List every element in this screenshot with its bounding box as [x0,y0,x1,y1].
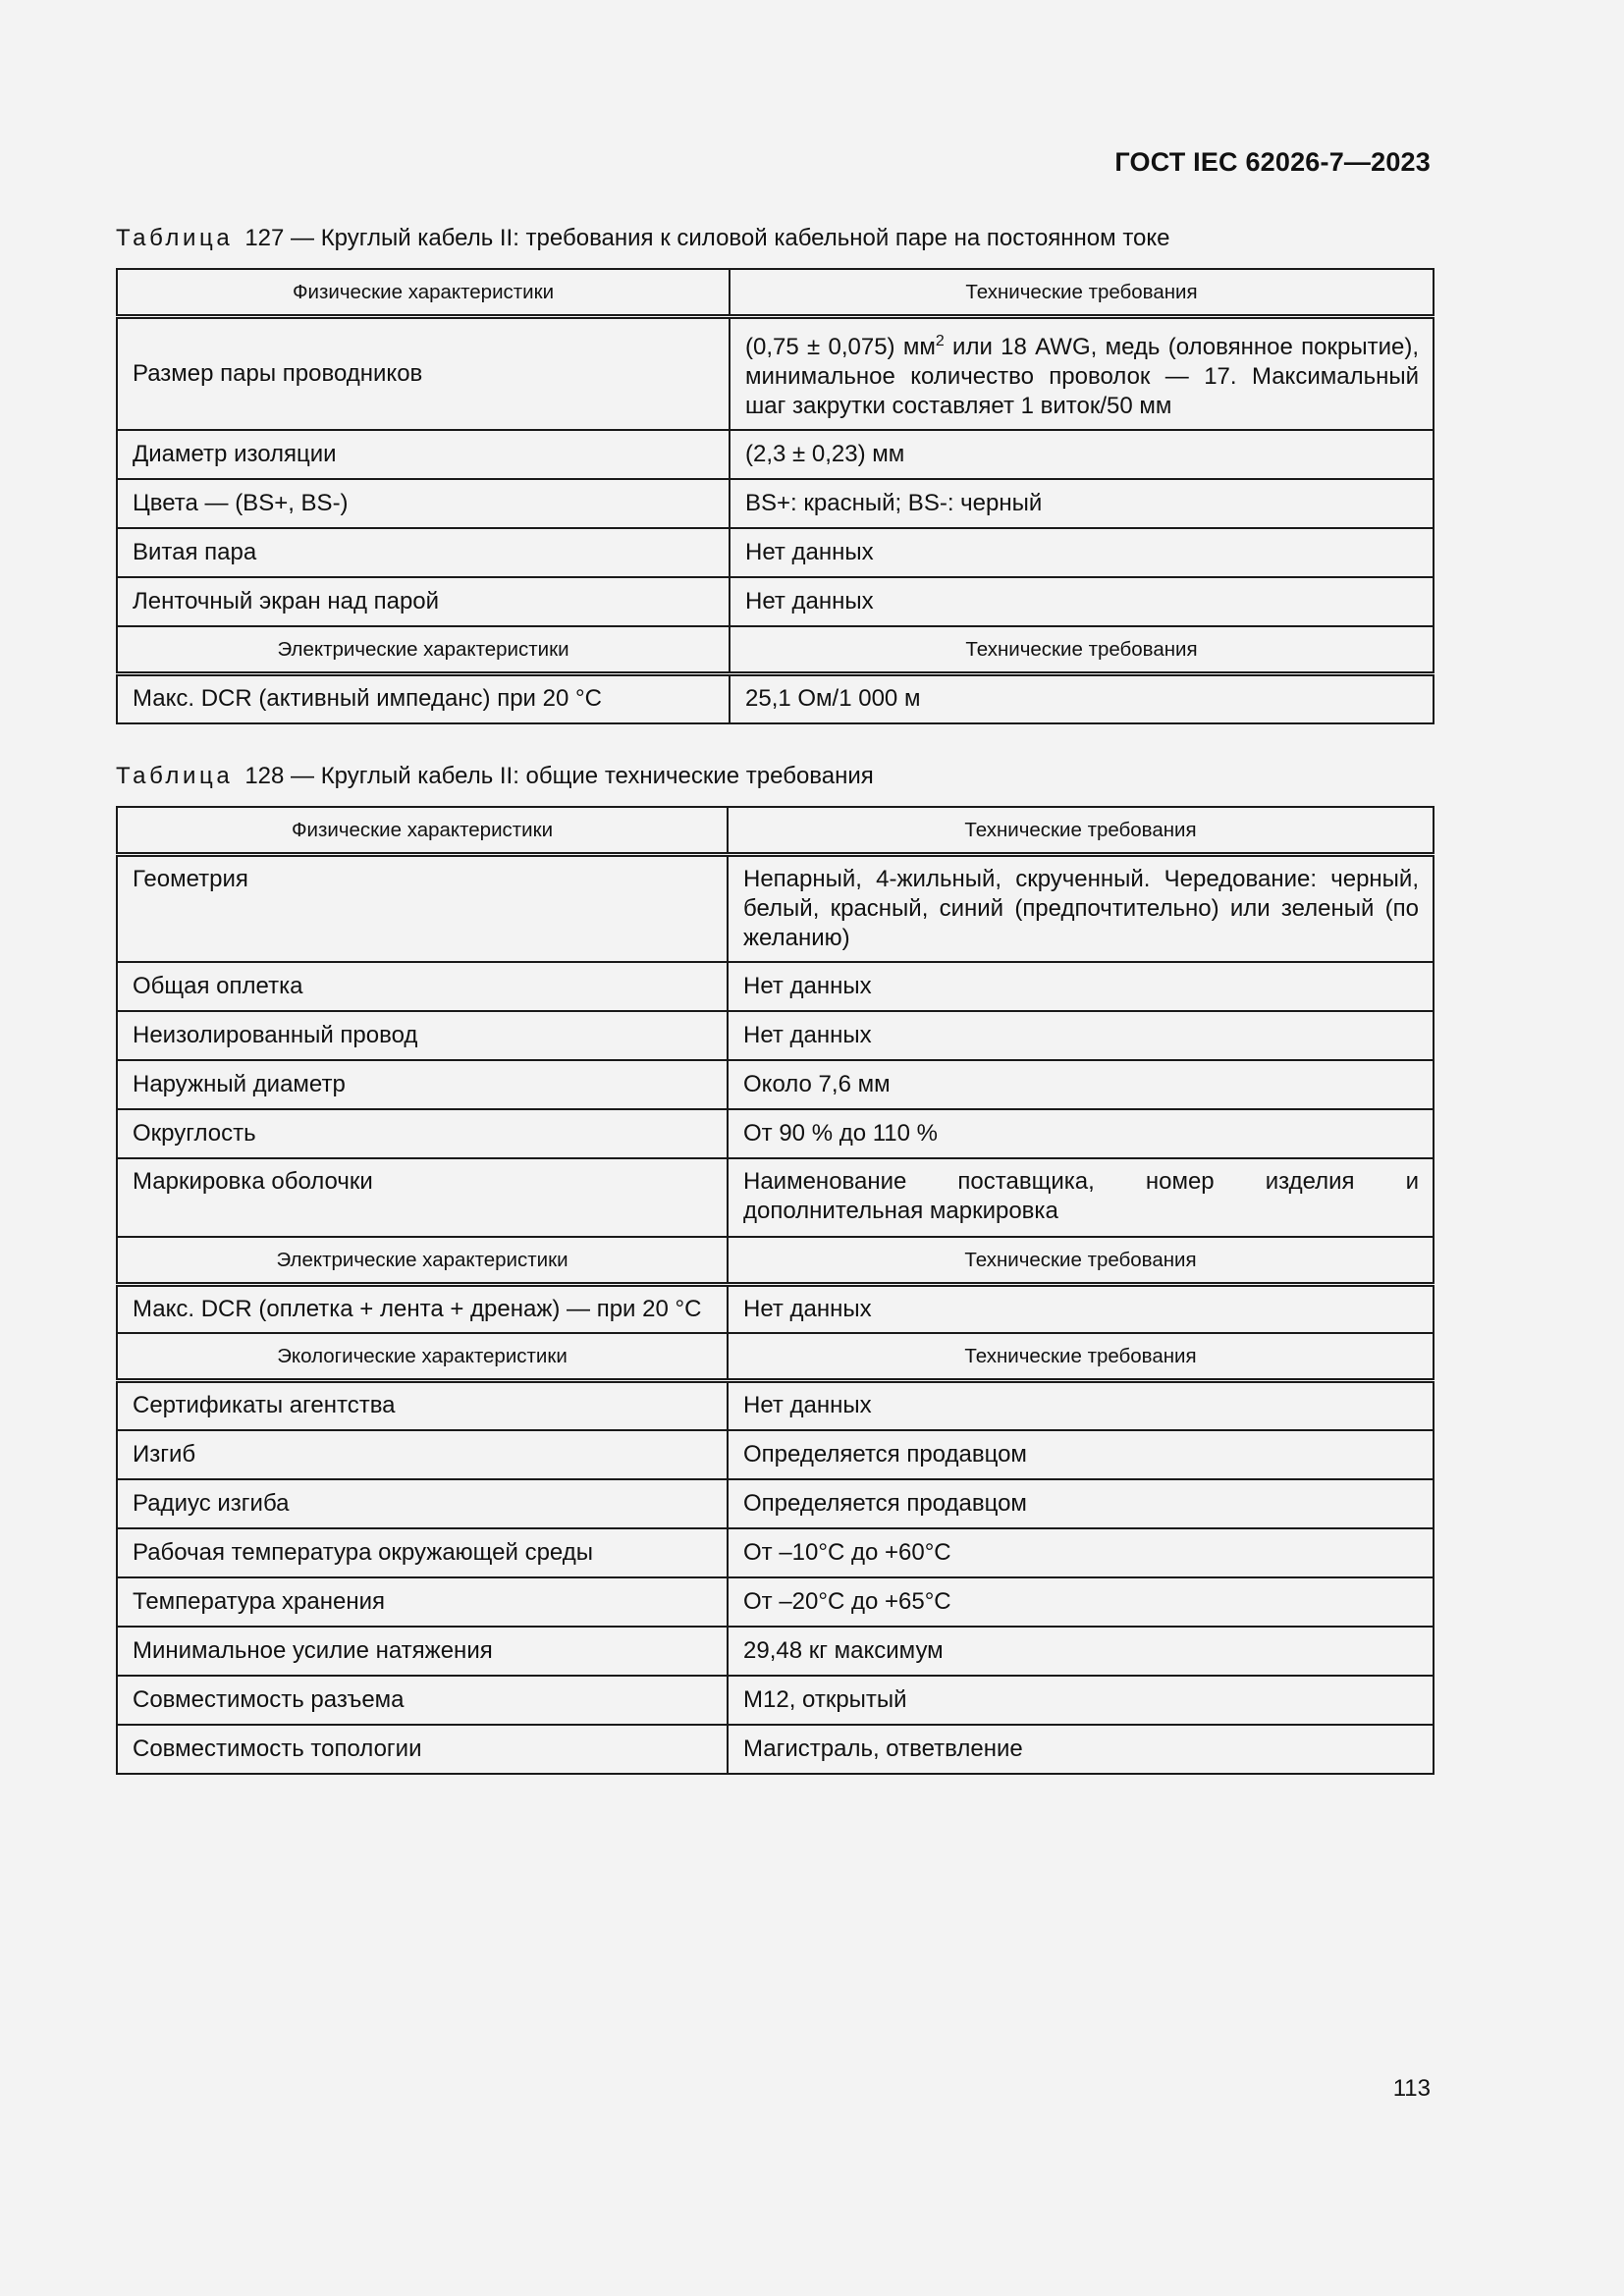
section-header-right: Технические требования [728,1333,1434,1381]
section-header-left: Экологические характеристики [117,1333,728,1381]
row-label: Геометрия [117,855,728,963]
table-127-header-row [117,269,1434,317]
table-127-caption-text: 127 — Круглый кабель II: требования к силовой кабельной паре на постоянном токе [244,225,1170,251]
table-row [117,1109,1434,1158]
row-label: Температура хранения [117,1577,728,1627]
table-row [117,1725,1434,1774]
table-128-caption-text: 128 — Круглый кабель II: общие технические требования [244,763,874,789]
row-label: Изгиб [117,1430,728,1479]
table-row [117,1577,1434,1627]
table-row [117,1011,1434,1060]
table-row [117,317,1434,431]
row-label: Округлость [117,1109,728,1158]
row-label: Размер пары проводников [117,317,730,431]
row-value: Нет данных [728,1285,1434,1334]
row-value: Определяется продавцом [728,1430,1434,1479]
row-value: 29,48 кг максимум [728,1627,1434,1676]
table-row [117,430,1434,479]
table-128 [116,806,1435,1775]
section-header-electrical [117,626,1434,674]
table-row [117,1381,1434,1430]
row-label: Макс. DCR (оплетка + лента + дренаж) — при 20 °C [117,1285,728,1334]
table-row [117,479,1434,528]
table-row [117,528,1434,577]
table-row [117,962,1434,1011]
row-label: Сертификаты агентства [117,1381,728,1430]
row-label: Минимальное усилие натяжения [117,1627,728,1676]
column-header-requirements: Технические требования [728,807,1434,855]
row-value: Нет данных [730,577,1434,626]
row-label: Витая пара [117,528,730,577]
row-value: BS+: красный; BS-: черный [730,479,1434,528]
row-label: Рабочая температура окружающей среды [117,1528,728,1577]
row-value: От –10°C до +60°C [728,1528,1434,1577]
row-value: (2,3 ± 0,23) мм [730,430,1434,479]
table-row [117,577,1434,626]
row-label: Цвета — (BS+, BS-) [117,479,730,528]
row-label: Совместимость топологии [117,1725,728,1774]
section-header-electrical [117,1237,1434,1285]
row-label: Макс. DCR (активный импеданс) при 20 °C [117,674,730,723]
table-row [117,1676,1434,1725]
row-label: Неизолированный провод [117,1011,728,1060]
superscript: 2 [935,333,945,349]
row-value: Нет данных [728,1011,1434,1060]
table-128-caption-word: Таблица [116,763,234,789]
table-127 [116,268,1435,724]
column-header-requirements: Технические требования [730,269,1434,317]
row-value: От 90 % до 110 % [728,1109,1434,1158]
row-value: Непарный, 4-жильный, скрученный. Чередование: черный, белый, красный, синий (предпочтительно) или зеленый (по желанию) [728,855,1434,963]
row-value: Наименование поставщика, номер изделия и дополнительная маркировка [728,1158,1434,1237]
value-part: (0,75 ± 0,075) мм [745,334,936,360]
row-label: Совместимость разъема [117,1676,728,1725]
section-header-left: Электрические характеристики [117,1237,728,1285]
table-128-caption [116,763,874,790]
row-value: Около 7,6 мм [728,1060,1434,1109]
row-value: От –20°C до +65°C [728,1577,1434,1627]
row-label: Диаметр изоляции [117,430,730,479]
page-number: 113 [1392,2075,1431,2102]
row-value [730,317,1434,431]
table-row [117,855,1434,963]
row-label: Маркировка оболочки [117,1158,728,1237]
table-row [117,1285,1434,1334]
row-label: Общая оплетка [117,962,728,1011]
document-code: ГОСТ IEC 62026-7—2023 [1114,147,1431,177]
row-value: 25,1 Ом/1 000 м [730,674,1434,723]
column-header-physical: Физические характеристики [117,807,728,855]
table-127-caption [116,225,1170,252]
row-label: Наружный диаметр [117,1060,728,1109]
row-value: Магистраль, ответвление [728,1725,1434,1774]
row-label: Радиус изгиба [117,1479,728,1528]
table-row [117,1060,1434,1109]
table-row [117,1158,1434,1237]
table-row [117,1479,1434,1528]
table-128-header-row [117,807,1434,855]
table-row [117,674,1434,723]
row-value: Нет данных [728,962,1434,1011]
table-row [117,1430,1434,1479]
row-value: М12, открытый [728,1676,1434,1725]
section-header-right: Технические требования [730,626,1434,674]
row-value: Нет данных [728,1381,1434,1430]
table-127-caption-word: Таблица [116,225,234,251]
row-value: Нет данных [730,528,1434,577]
section-header-right: Технические требования [728,1237,1434,1285]
table-row [117,1528,1434,1577]
row-value: Определяется продавцом [728,1479,1434,1528]
table-row [117,1627,1434,1676]
section-header-environmental [117,1333,1434,1381]
row-label: Ленточный экран над парой [117,577,730,626]
column-header-physical: Физические характеристики [117,269,730,317]
section-header-left: Электрические характеристики [117,626,730,674]
value-part: или 18 AWG, медь (оловянное покрытие), минимальное количество проволок — 17. Максимальный шаг закрутки составляет 1 виток/50 мм [745,334,1419,419]
